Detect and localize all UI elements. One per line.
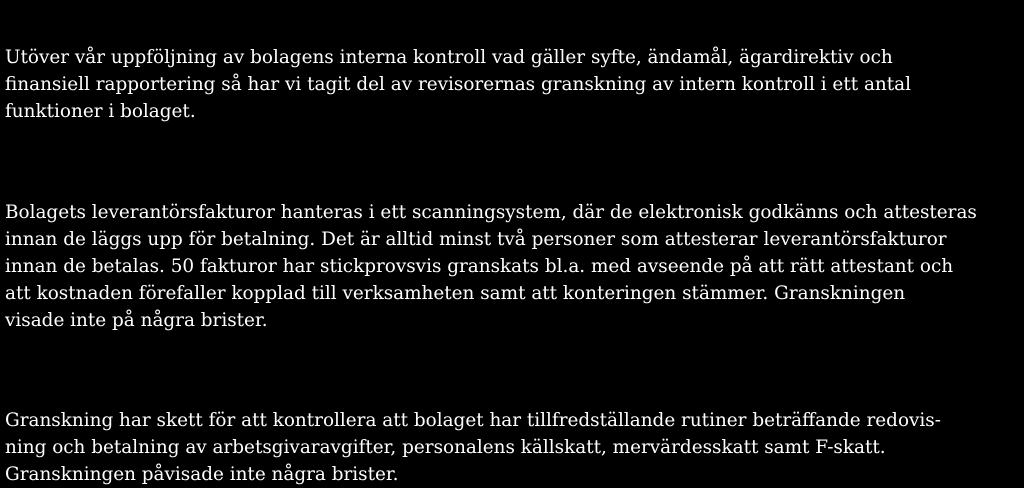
text-line: att kostnaden förefaller kopplad till verksamheten samt att konteringen stämmer. Granskningen (5, 283, 906, 304)
text-line: Bolagets leverantörsfakturor hanteras i ett scanningsystem, där de elektronisk godkänns och attesteras (5, 202, 977, 223)
text-line: Granskningen påvisade inte några brister. (5, 464, 399, 485)
text-line: finansiell rapportering så har vi tagit del av revisorernas granskning av intern kontroll i ett antal (5, 74, 911, 95)
paragraph-supplier-invoices (5, 199, 1024, 334)
text-line: Utöver vår uppföljning av bolagens interna kontroll vad gäller syfte, ändamål, ägardirektiv och (5, 47, 893, 68)
paragraph-tax-routines (5, 407, 1024, 488)
text-line: innan de betalas. 50 fakturor har stickprovsvis granskats bl.a. med avseende på att rätt attestant och (5, 256, 954, 277)
text-line: funktioner i bolaget. (5, 101, 196, 122)
paragraph-internal-control (5, 44, 1024, 125)
text-line: visade inte på några brister. (5, 310, 268, 331)
text-line: Granskning har skett för att kontrollera att bolaget har tillfredställande rutiner beträffande redovis- (5, 410, 941, 431)
text-line: ning och betalning av arbetsgivaravgifter, personalens källskatt, mervärdesskatt samt F-skatt. (5, 437, 886, 458)
text-line: innan de läggs upp för betalning. Det är alltid minst två personer som attesterar leverantörsfakturor (5, 229, 947, 250)
document-body (5, 44, 1024, 488)
